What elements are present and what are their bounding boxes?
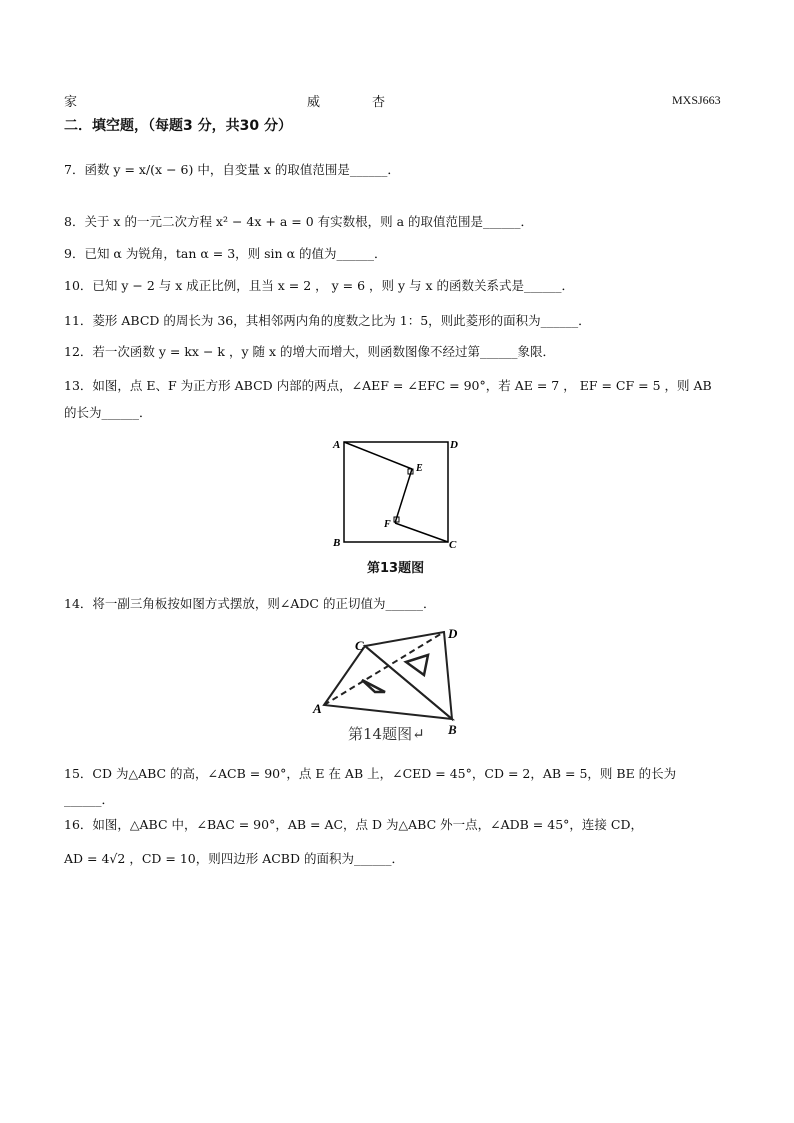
label-a14: A (313, 701, 322, 716)
question-7: 7．函数 y = x/(x − 6) 中，自变量 x 的取值范围是______． (64, 162, 400, 177)
question-10: 10．已知 y − 2 与 x 成正比例，且当 x = 2 ， y = 6 ，则 y 与 x 的函数关系式是______． (64, 278, 575, 293)
question-15-cont: ______． (64, 792, 115, 807)
question-12: 12．若一次函数 y = kx − k ，y 随 x 的增大而增大，则函数图像不经过第______象限． (64, 344, 555, 359)
figure-14-caption: 第14题图↵ (348, 725, 425, 743)
label-a: A (333, 439, 341, 451)
label-b: B (333, 537, 341, 549)
question-14: 14．将一副三角板按如图方式摆放，则∠ADC 的正切值为______． (64, 596, 436, 611)
label-f: F (384, 519, 391, 530)
figure-14 (310, 622, 470, 722)
figure-13 (330, 436, 470, 552)
question-13-cont: 的长为______． (64, 405, 152, 420)
question-16-cont: AD = 4√2 ，CD = 10，则四边形 ACBD 的面积为______． (64, 851, 404, 866)
label-e: E (416, 463, 423, 474)
question-11: 11．菱形 ABCD 的周长为 36，其相邻两内角的度数之比为 1：5，则此菱形的面积为______． (64, 313, 591, 328)
header-mid2: 杏 (372, 95, 386, 110)
header-left: 家 (64, 95, 78, 110)
figure-13-caption: 第13题图 (367, 561, 425, 576)
label-d14: D (448, 626, 458, 641)
section-title: 二．填空题，（每题3 分，共30 分） (64, 118, 292, 134)
question-16: 16．如图，△ABC 中，∠BAC = 90°，AB = AC，点 D 为△ABC 外一点，∠ADB = 45°，连接 CD， (64, 817, 643, 832)
label-d: D (450, 439, 458, 451)
label-c14: C (355, 638, 364, 653)
question-8: 8．关于 x 的一元二次方程 x² − 4x + a = 0 有实数根，则 a 的取值范围是______． (64, 214, 534, 229)
figure-14-label-b: B (448, 722, 457, 737)
question-13: 13．如图，点 E、F 为正方形 ABCD 内部的两点，∠AEF = ∠EFC = 90°，若 AE = 7 ， EF = CF = 5 ，则 AB (64, 378, 712, 393)
question-9: 9．已知 α 为锐角，tan α = 3，则 sin α 的值为______． (64, 246, 387, 261)
label-c: C (449, 539, 457, 551)
header-code: MXSJ663 (672, 93, 721, 107)
header-mid1: 威 (307, 95, 321, 110)
question-15: 15．CD 为△ABC 的高，∠ACB = 90°，点 E 在 AB 上，∠CED = 45°，CD = 2，AB = 5，则 BE 的长为 (64, 766, 677, 781)
